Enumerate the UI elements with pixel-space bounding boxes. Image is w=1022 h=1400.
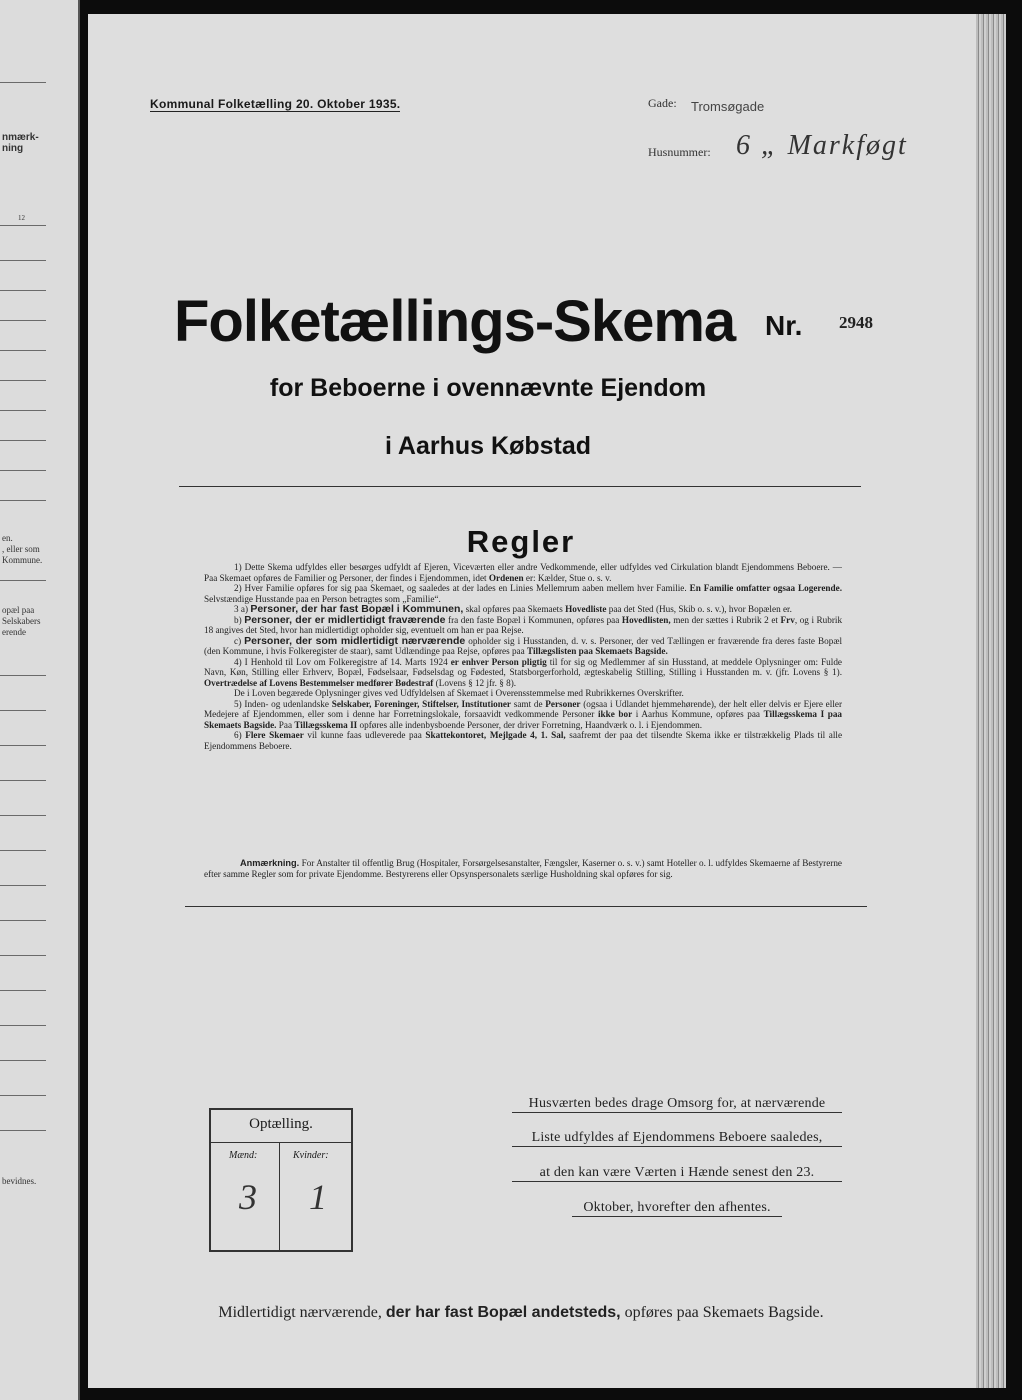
rule-3b: b) Personer, der er midlertidigt fraværende fra den faste Bopæl i Kommunen, opføres paa Hovedlisten, men der sættes i Rubrik 2 et Frv, og i Rubrik 18 angives det Sted, hvor han midlertidigt opholder sig, eventuelt om han er paa Rejse. xyxy=(204,613,843,635)
form-title: Folketællings-Skema xyxy=(174,289,736,354)
left-rule xyxy=(0,990,46,991)
left-rule xyxy=(0,290,46,291)
house-number-value: 6 „ Markføgt xyxy=(736,130,908,161)
rules-heading: Regler xyxy=(466,524,576,559)
women-label: Kvinder: xyxy=(293,1150,329,1161)
divider-line xyxy=(185,906,867,907)
census-form-page xyxy=(88,14,976,1388)
rule-1: 1) Dette Skema udfyldes eller besørges udfyldt af Ejeren, Viceværten eller andre Vedkommende, eller udfyldes ved Cirkulation blandt Ejendommens Beboere. — Paa Skemaet opføres de Familier og Personer, der findes i Ejendommen, idet Ordenen er: Kælder, Stue o. s. v. xyxy=(204,562,842,583)
rule-3c: c) Personer, der som midlertidigt nærværende opholder sig i Husstanden, d. v. s. Personer, der ved Tællingen er fraværende fra deres faste Bopæl (den Kommune, i hvis Folkeregister de staar), samt Udlændinge paa Rejse, opføres paa Tillægslisten paa Skemaets Bagside. xyxy=(204,634,843,656)
count-box xyxy=(209,1108,353,1252)
annotation-label: Anmærkning. xyxy=(240,858,300,868)
left-rule xyxy=(0,1130,46,1131)
left-rule xyxy=(0,1025,46,1026)
street-label: Gade: xyxy=(648,96,677,110)
left-rule xyxy=(0,815,46,816)
count-title: Optælling. xyxy=(249,1116,313,1132)
rule-4-cont: De i Loven begærede Oplysninger gives ved Udfyldelsen af Skemaet i Overensstemmelse med Rubrikkernes Overskrifter. xyxy=(234,688,684,698)
house-number-label: Husnummer: xyxy=(648,145,711,159)
left-rule xyxy=(0,410,46,411)
census-date: Kommunal Folketælling 20. Oktober 1935. xyxy=(150,97,401,111)
page-edges xyxy=(976,14,1006,1388)
form-subtitle-city: i Aarhus Købstad xyxy=(384,432,592,460)
left-note: opæl paa Selskabers erende xyxy=(2,605,41,637)
left-rule xyxy=(0,580,46,581)
rule-5: 5) Inden- og udenlandske Selskaber, Foreninger, Stiftelser, Institutioner samt de Personer (ogsaa i Udlandet hjemmehørende), der helt eller delvis er Ejere eller Medejere af Ejendommen, eller som i denne har Forretningslokale, forsaavidt vedkommende Personer ikke bor i Aarhus Kommune, opføres paa Tillægsskema I paa Skemaets Bagside. Paa Tillægsskema II opføres alle indenbysboende Personer, der driver Forretning, Haandværk o. l. i Ejendommen. xyxy=(204,698,843,730)
left-rule xyxy=(0,675,46,676)
left-rule xyxy=(0,1060,46,1061)
street-value: Tromsøgade xyxy=(691,99,765,114)
left-rule xyxy=(0,380,46,381)
left-note: en. , eller som Kommune. xyxy=(2,533,43,565)
left-rule xyxy=(0,710,46,711)
left-rule xyxy=(0,82,46,83)
women-count: 1 xyxy=(309,1177,327,1217)
left-rule xyxy=(0,885,46,886)
left-rule xyxy=(0,955,46,956)
left-rule xyxy=(0,320,46,321)
men-label: Mænd: xyxy=(229,1150,258,1161)
left-rule xyxy=(0,470,46,471)
instruction-line: Husværten bedes drage Omsorg for, at nærværende xyxy=(512,1096,842,1113)
instruction-line: at den kan være Værten i Hænde senest den 23. xyxy=(512,1165,842,1182)
count-divider xyxy=(211,1142,351,1143)
left-rule xyxy=(0,500,46,501)
left-column-number: 12 xyxy=(18,214,25,222)
left-rule xyxy=(0,780,46,781)
men-count: 3 xyxy=(239,1177,257,1217)
count-column-divider xyxy=(279,1142,280,1250)
instruction-line: Oktober, hvorefter den afhentes. xyxy=(572,1200,782,1217)
left-footer: bevidnes. xyxy=(2,1176,37,1186)
left-rule xyxy=(0,260,46,261)
form-number-label: Nr. xyxy=(765,310,803,341)
annotation xyxy=(204,858,842,879)
rule-6: 6) Flere Skemaer vil kunne faas udleverede paa Skattekontoret, Mejlgade 4, 1. Sal, saafremt der paa det tilsendte Skema ikke er tilstrækkelig Plads til alle Ejendommens Beboere. xyxy=(204,730,843,751)
divider-line xyxy=(179,486,861,487)
left-rule xyxy=(0,440,46,441)
instruction-line: Liste udfyldes af Ejendommens Beboere saaledes, xyxy=(512,1130,842,1147)
left-rule xyxy=(0,920,46,921)
footer-note: Midlertidigt nærværende, der har fast Bopæl andetsteds, opføres paa Skemaets Bagside. xyxy=(218,1304,824,1321)
left-rule xyxy=(0,350,46,351)
left-rule xyxy=(0,225,46,226)
left-rule xyxy=(0,850,46,851)
left-page-fragment xyxy=(0,0,80,1400)
rule-4: 4) I Henhold til Lov om Folkeregistre af 14. Marts 1924 er enhver Person pligtig til for sig og Medlemmer af sin Husstand, at meddele Oplysninger om: Fulde Navn, Køn, Stilling eller Erhverv, Bopæl, Fødselsaar, Fødselsdag og Fødested, Statsborgerforhold, ægteskabelig Stilling, Stilling i Husstanden m. v. (jfr. Lovens § 1). Overtrædelse af Lovens Bestemmelser medfører Bødestraf (Lovens § 12 jfr. § 8). xyxy=(204,656,842,688)
rule-2: 2) Hver Familie opføres for sig paa Skemaet, og saaledes at der lades en Linies Mellemrum aaben mellem hver Familie. En Familie omfatter ogsaa Logerende. Selvstændige Husstande paa en Person betragtes som „Familie“. xyxy=(204,583,842,604)
left-header-text: nmærk- ning xyxy=(2,132,39,154)
rule-3a: 3 a) Personer, der har fast Bopæl i Kommunen, skal opføres paa Skemaets Hovedliste paa det Sted (Hus, Skib o. s. v.), hvor Bopælen er. xyxy=(234,603,792,615)
form-number-value: 2948 xyxy=(839,313,873,332)
left-rule xyxy=(0,745,46,746)
left-rule xyxy=(0,1095,46,1096)
rules-body xyxy=(204,562,842,751)
annotation-text: For Anstalter til offentlig Brug (Hospitaler, Forsørgelsesanstalter, Fængsler, Kaserner o. s. v.) samt Hoteller o. l. udfyldes Skemaerne af Bestyrerne efter samme Regler som for private Ejendomme. Bestyrerens eller Opsynspersonalets særlige Husholdning skal opføres for sig. xyxy=(204,858,843,879)
form-subtitle: for Beboerne i ovennævnte Ejendom xyxy=(269,374,707,402)
